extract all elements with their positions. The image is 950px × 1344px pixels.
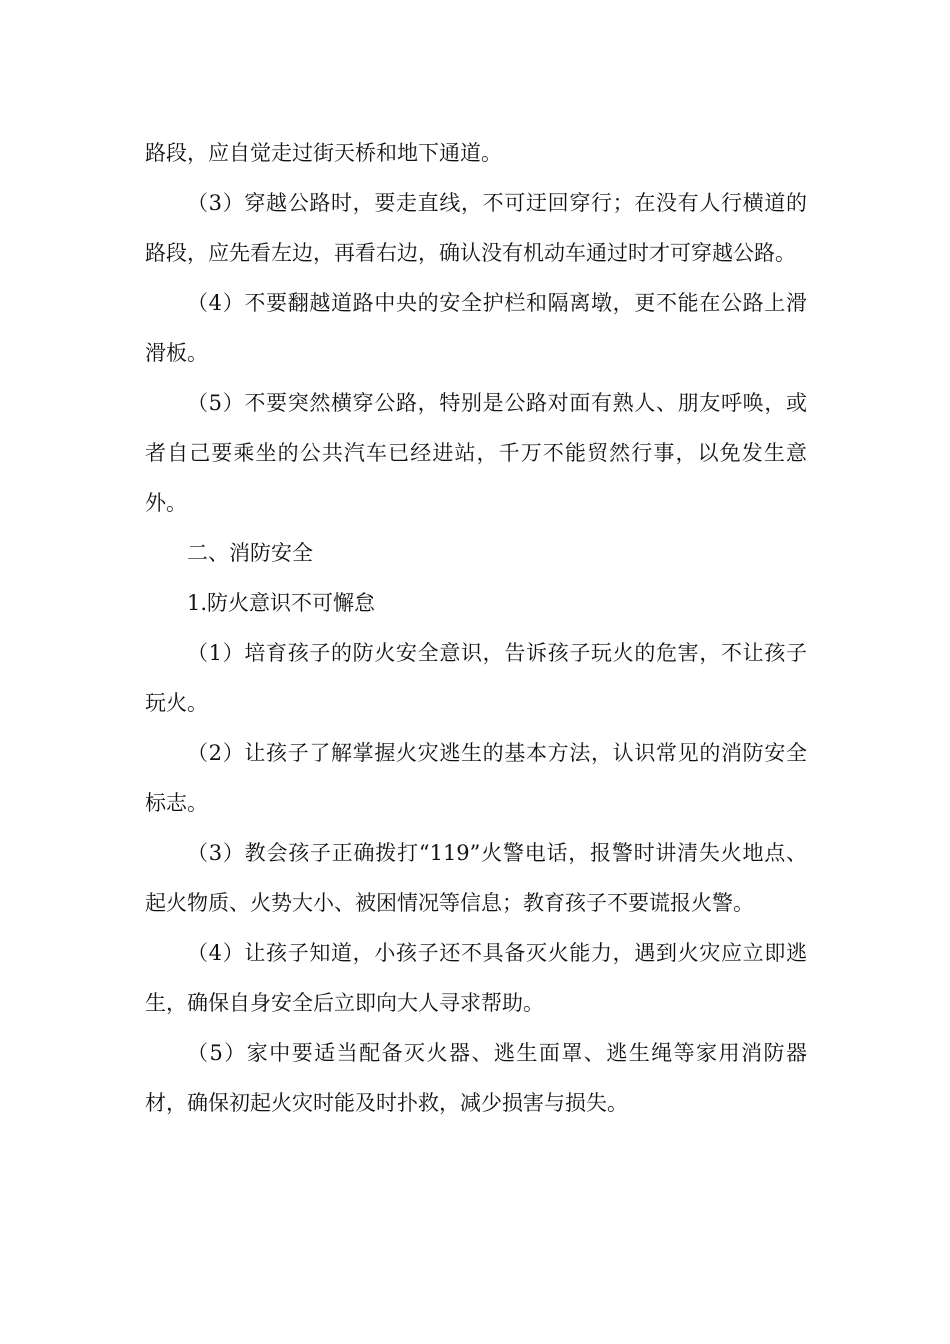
- paragraph-fire-item-3: （3）教会孩子正确拨打“119”火警电话，报警时讲清失火地点、起火物质、火势大小、被困情况等信息；教育孩子不要谎报火警。: [145, 841, 807, 915]
- paragraph-fire-item-2: （2）让孩子了解掌握火灾逃生的基本方法，认识常见的消防安全标志。: [145, 741, 807, 815]
- paragraph-fire-item-4: （4）让孩子知道，小孩子还不具备灭火能力，遇到火灾应立即逃生，确保自身安全后立即向大人寻求帮助。: [145, 941, 807, 1015]
- subsection-heading: 1.防火意识不可懈怠: [187, 591, 376, 615]
- document-body: [145, 128, 807, 1128]
- section-heading-fire-safety: 二、消防安全: [187, 541, 313, 565]
- paragraph-fire-item-5: （5）家中要适当配备灭火器、逃生面罩、逃生绳等家用消防器材，确保初起火灾时能及时扑救，减少损害与损失。: [145, 1041, 807, 1115]
- paragraph-item-4: （4）不要翻越道路中央的安全护栏和隔离墩，更不能在公路上滑滑板。: [145, 291, 807, 365]
- paragraph-item-5: （5）不要突然横穿公路，特别是公路对面有熟人、朋友呼唤，或者自己要乘坐的公共汽车已经进站，千万不能贸然行事，以免发生意外。: [145, 391, 807, 515]
- paragraph-continuation: 路段，应自觉走过街天桥和地下通道。: [145, 141, 502, 165]
- paragraph-fire-item-1: （1）培育孩子的防火安全意识，告诉孩子玩火的危害，不让孩子玩火。: [145, 641, 807, 715]
- paragraph-item-3: （3）穿越公路时，要走直线，不可迂回穿行；在没有人行横道的路段，应先看左边，再看右边，确认没有机动车通过时才可穿越公路。: [145, 191, 807, 265]
